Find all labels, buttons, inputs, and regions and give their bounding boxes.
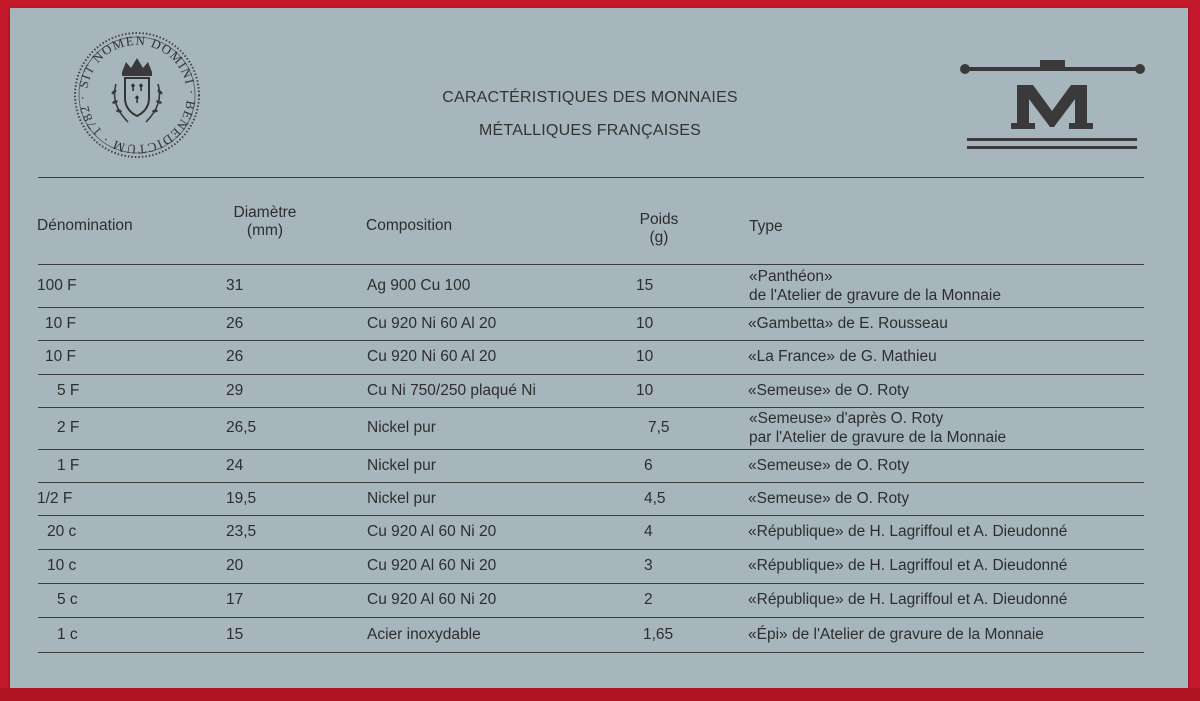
row-weight: 10 <box>636 315 654 332</box>
header-weight-label: Poids <box>639 211 679 228</box>
header-weight-unit: (g) <box>649 229 669 246</box>
row-denomination: 1 c <box>57 626 78 643</box>
row-diameter: 26,5 <box>226 419 257 436</box>
row-divider <box>38 583 1144 584</box>
row-type: «Semeuse» de O. Roty <box>748 382 910 399</box>
row-denomination: 5 c <box>57 591 78 608</box>
row-denomination: 20 c <box>47 523 77 540</box>
row-weight: 6 <box>644 457 653 474</box>
row-divider <box>38 340 1144 341</box>
header-diameter <box>210 204 320 240</box>
row-composition: Nickel pur <box>367 490 436 507</box>
row-divider <box>38 449 1144 450</box>
row-diameter: 15 <box>226 626 244 643</box>
fleur-de-lis-crest-icon <box>70 28 204 162</box>
svg-text:SIT NOMEN DOMINI · BENEDICTUM: SIT NOMEN DOMINI · BENEDICTUM · 1782 · <box>74 32 200 158</box>
row-type: «Épi» de l'Atelier de gravure de la Monnaie <box>748 626 1044 643</box>
row-type-line-2: par l'Atelier de gravure de la Monnaie <box>749 429 1007 446</box>
header-type: Type <box>749 218 783 235</box>
row-denomination: 1 F <box>57 457 80 474</box>
row-weight: 2 <box>644 591 653 608</box>
header-bottom-rule <box>38 264 1144 265</box>
row-type: «République» de H. Lagriffoul et A. Dieudonné <box>748 523 1068 540</box>
row-composition: Cu 920 Ni 60 Al 20 <box>367 348 497 365</box>
row-denomination: 10 F <box>45 348 77 365</box>
row-type: «Gambetta» de E. Rousseau <box>748 315 948 332</box>
row-composition: Cu Ni 750/250 plaqué Ni <box>367 382 536 399</box>
row-diameter: 23,5 <box>226 523 257 540</box>
row-diameter: 26 <box>226 315 244 332</box>
row-denomination: 1/2 F <box>37 490 73 507</box>
row-weight: 15 <box>636 277 654 294</box>
row-diameter: 20 <box>226 557 244 574</box>
row-composition: Cu 920 Al 60 Ni 20 <box>367 523 497 540</box>
row-divider <box>38 549 1144 550</box>
row-type-line-1: «Semeuse» d'après O. Roty <box>749 410 944 427</box>
header-diameter-unit: (mm) <box>246 222 284 239</box>
row-denomination: 10 c <box>47 557 77 574</box>
row-type: «République» de H. Lagriffoul et A. Dieudonné <box>748 591 1068 608</box>
row-diameter: 29 <box>226 382 244 399</box>
header-weight <box>620 211 698 247</box>
row-composition: Cu 920 Al 60 Ni 20 <box>367 557 497 574</box>
row-divider <box>38 307 1144 308</box>
row-diameter: 24 <box>226 457 244 474</box>
row-divider <box>38 617 1144 618</box>
background-edge <box>0 688 1200 701</box>
row-type: «Semeuse» de O. Roty <box>748 490 910 507</box>
row-divider <box>38 482 1144 483</box>
row-weight: 4 <box>644 523 653 540</box>
header-denomination: Dénomination <box>37 217 133 234</box>
row-composition: Nickel pur <box>367 419 436 436</box>
header-composition: Composition <box>366 217 453 234</box>
row-composition: Ag 900 Cu 100 <box>367 277 471 294</box>
row-divider <box>38 407 1144 408</box>
row-denomination: 10 F <box>45 315 77 332</box>
row-weight: 7,5 <box>648 419 670 436</box>
row-type: «La France» de G. Mathieu <box>748 348 937 365</box>
row-diameter: 17 <box>226 591 244 608</box>
header-diameter-label: Diamètre <box>233 204 297 221</box>
row-diameter: 19,5 <box>226 490 257 507</box>
row-divider <box>38 652 1144 653</box>
row-diameter: 31 <box>226 277 244 294</box>
row-denomination: 5 F <box>57 382 80 399</box>
row-divider <box>38 374 1144 375</box>
row-weight: 1,65 <box>643 626 674 643</box>
row-composition: Nickel pur <box>367 457 436 474</box>
row-diameter: 26 <box>226 348 244 365</box>
header-top-rule <box>38 177 1144 178</box>
row-divider <box>38 515 1144 516</box>
row-composition: Cu 920 Ni 60 Al 20 <box>367 315 497 332</box>
monnaie-de-paris-logo-icon <box>955 55 1150 155</box>
row-denomination: 100 F <box>37 277 77 294</box>
row-denomination: 2 F <box>57 419 80 436</box>
row-type-line-2: de l'Atelier de gravure de la Monnaie <box>749 287 1001 304</box>
row-weight: 10 <box>636 348 654 365</box>
row-composition: Acier inoxydable <box>367 626 481 643</box>
row-type-line-1: «Panthéon» <box>749 268 833 285</box>
title-line-1: CARACTÉRISTIQUES DES MONNAIES <box>442 89 738 106</box>
row-weight: 3 <box>644 557 653 574</box>
row-type: «République» de H. Lagriffoul et A. Dieudonné <box>748 557 1068 574</box>
row-weight: 10 <box>636 382 654 399</box>
row-type: «Semeuse» de O. Roty <box>748 457 910 474</box>
title-line-2: MÉTALLIQUES FRANÇAISES <box>479 122 701 139</box>
row-weight: 4,5 <box>644 490 666 507</box>
row-composition: Cu 920 Al 60 Ni 20 <box>367 591 497 608</box>
